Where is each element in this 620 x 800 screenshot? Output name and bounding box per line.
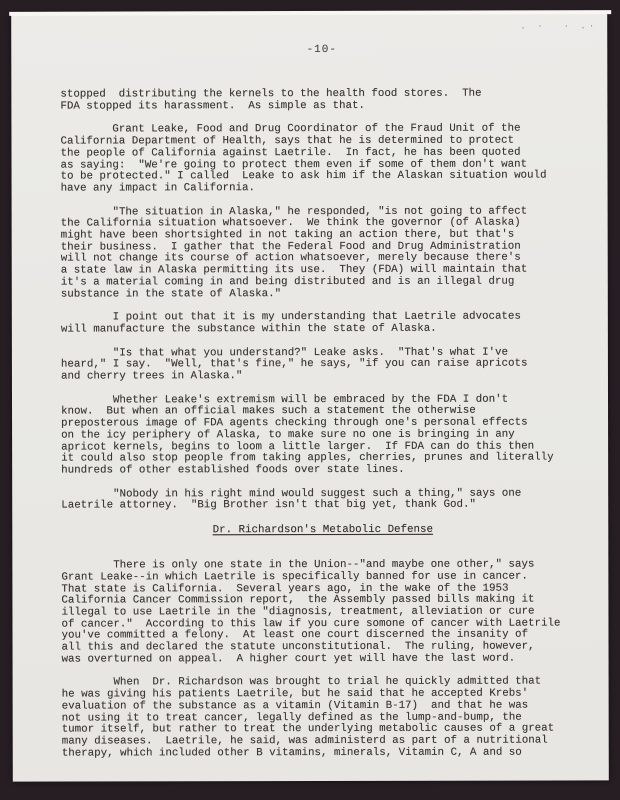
body-paragraph: When Dr. Richardson was brought to trial he quickly admitted that he was giving his patients Laetrile, but he said that he accepted Krebs' evaluation of the substance as a vitamin (Vitamin B-17) and that he was not using it to treat cancer, legally defined as the lump-and-bump, the tumor itself, but rather to treat the underlying metabolic causes of a great many diseases. Laetrile, he said, was administerd as part of a nutritional therapy, which included other B vitamins, minerals, Vitamin C, A and so bbox=[61, 675, 555, 760]
pencil-marks bbox=[520, 21, 597, 31]
body-paragraph: "Nobody in his right mind would suggest such a thing," says one Laetrile attorney. "Big Brother isn't that big yet, thank God." bbox=[61, 487, 522, 512]
body-paragraph: I point out that it is my understanding that Laetrile advocates will manufacture the substance within the state of Alaska. bbox=[60, 310, 521, 336]
section-heading: Dr. Richardson's Metabolic Defense bbox=[212, 523, 433, 537]
page-number: -10- bbox=[306, 43, 337, 57]
body-paragraph: There is only one state in the Union--"and maybe one other," says Grant Leake--in which Laetrile is specifically banned for use in cancer. That state is California. Several years ago, in the wake of the 1953 California Cancer Commission report, the Assembly passed bills making it illegal to use Laetrile in the "diagnosis, treatment, alleviation or cure of cancer." According to this law if you cure somone of cancer with Laetrile you've committed a felony. At least one court discerned the insanity of all this and declared the statute unconstitutional. The ruling, however, was overturned on appeal. A higher court yet will have the last word. bbox=[61, 558, 561, 666]
document-page bbox=[11, 13, 609, 781]
body-paragraph: stopped distributing the kernels to the health food stores. The FDA stopped its harassment. As simple as that. bbox=[60, 87, 482, 113]
pencil-mark-right: · .· bbox=[563, 21, 598, 32]
pencil-mark-left: . · bbox=[520, 21, 546, 32]
body-paragraph: "The situation in Alaska," he responded, "is not going to affect the California situation whatsoever. We think the governor (of Alaska) might have been shortsighted in not taking an action there, but that's their business. I gather that the Federal Food and Drug Administration will not change its course of action whatsoever, merely because there's a state law in Alaska permitting its use. They (FDA) will maintain that it's a material coming in and being distributed and is an illegal drug substance in the state of Alaska." bbox=[60, 205, 528, 301]
body-paragraph: Whether Leake's extremism will be embraced by the FDA I don't know. But when an official makes such a statement the otherwise preposterous image of FDA agents checking through one's personal effects on the icy periphery of Alaska, to make sure no one is bringing in any apricot kernels, begins to loom a little larger. If FDA can do this then it could also stop people from taking apples, cherries, prunes and literally hundreds of other established foods over state lines. bbox=[60, 393, 554, 477]
body-paragraph: "Is that what you understand?" Leake asks. "That's what I've heard," I say. "Well, that's fine," he says, "if you can raise apricots and cherry trees in Alaska." bbox=[60, 346, 528, 383]
body-paragraph: Grant Leake, Food and Drug Coordinator of the Fraud Unit of the California Department of Health, says that he is determined to protect the people of California against Laetrile. In fact, he has been quoted as saying: "We're going to protect them even if some of them don't want to be protected." I called Leake to ask him if the Alaskan situation would have any impact in California. bbox=[60, 122, 547, 195]
